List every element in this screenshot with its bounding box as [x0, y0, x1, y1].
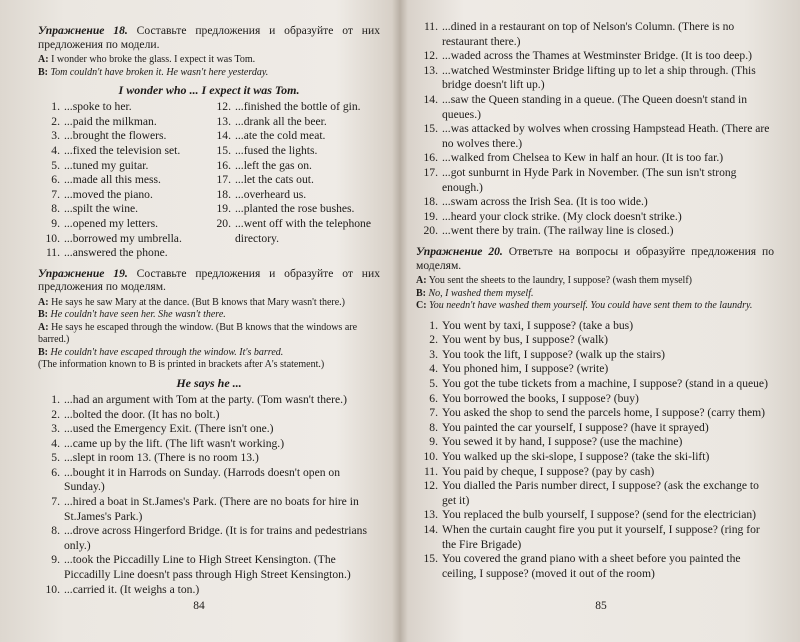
example-b-text: Tom couldn't have broken it. He wasn't here yesterday. [50, 66, 269, 78]
list-item [38, 129, 209, 144]
exercise-20-list [416, 319, 774, 582]
item-number: 10. [423, 449, 438, 463]
speaker-a: A: [38, 296, 49, 308]
list-item [38, 524, 380, 553]
item-number: 3. [429, 347, 438, 361]
item-text: You asked the shop to send the parcels home, I suppose? (carry them) [442, 406, 766, 420]
item-text: You went by taxi, I suppose? (take a bus) [442, 318, 634, 332]
item-text: You phoned him, I suppose? (write) [442, 362, 609, 376]
list-item [416, 333, 774, 348]
list-item [38, 408, 380, 423]
speaker-b: B: [38, 346, 48, 358]
item-number: 14. [423, 522, 438, 536]
page-number: 84 [193, 600, 205, 612]
item-text: ...got sunburnt in Hyde Park in November. (The sun isn't strong enough.) [442, 165, 737, 194]
item-number: 16. [423, 151, 438, 165]
item-text: ...ate the cold meat. [235, 129, 326, 143]
item-text: ...left the gas on. [235, 158, 312, 172]
item-number: 7. [429, 406, 438, 420]
item-text: ...planted the rose bushes. [235, 202, 355, 216]
list-item [416, 166, 774, 195]
item-number: 4. [51, 436, 60, 450]
item-number: 8. [51, 524, 60, 538]
item-number: 18. [423, 195, 438, 209]
example-b-text: No, I washed them myself. [428, 287, 534, 299]
speaker-a: A: [416, 275, 427, 287]
item-number: 9. [429, 435, 438, 449]
exercise-18-column-1 [38, 100, 209, 261]
item-number: 15. [423, 552, 438, 566]
speaker-b: B: [416, 287, 426, 299]
item-number: 4. [51, 143, 60, 157]
item-text: ...heard your clock strike. (My clock doesn't strike.) [442, 209, 682, 223]
list-item [416, 20, 774, 49]
exercise-19-example-a1 [38, 297, 380, 310]
item-number: 6. [429, 391, 438, 405]
list-item [209, 217, 380, 246]
speaker-c: C: [416, 300, 427, 312]
exercise-18-model-title: I wonder who ... I expect it was Tom. [118, 83, 300, 98]
item-text: You sewed it by hand, I suppose? (use the machine) [442, 435, 683, 449]
item-text: You went by bus, I suppose? (walk) [442, 333, 608, 347]
list-item [416, 465, 774, 480]
item-text: ...fused the lights. [235, 143, 318, 157]
exercise-19-model-title: He says he ... [176, 375, 242, 390]
list-item [416, 508, 774, 523]
speaker-a: A: [38, 321, 49, 333]
item-text: ...walked from Chelsea to Kew in half an hour. (It is too far.) [442, 151, 724, 165]
exercise-19-note: (The information known to B is printed in brackets after A's statement.) [38, 359, 325, 371]
exercise-18-example-b [38, 67, 380, 80]
item-text: ...slept in room 13. (There is no room 13.) [64, 451, 259, 465]
item-text: ...answered the phone. [64, 246, 168, 260]
list-item [209, 173, 380, 188]
list-item [209, 144, 380, 159]
right-page [402, 0, 800, 642]
list-item [38, 202, 209, 217]
item-number: 6. [51, 173, 60, 187]
example-a1-text: He says he saw Mary at the dance. (But B knows that Mary wasn't there.) [51, 296, 346, 308]
item-number: 15. [423, 122, 438, 136]
list-item [38, 583, 380, 598]
item-number: 1. [429, 318, 438, 332]
item-number: 5. [51, 451, 60, 465]
exercise-20-heading [416, 245, 774, 272]
list-item [416, 421, 774, 436]
list-item [38, 159, 209, 174]
item-number: 9. [51, 553, 60, 567]
speaker-a: A: [38, 54, 49, 66]
item-text: ...went off with the telephone directory. [235, 216, 371, 245]
example-a2-text: He says he escaped through the window. (But B knows that the windows are barred.) [38, 321, 358, 346]
item-number: 6. [51, 465, 60, 479]
list-item [38, 232, 209, 247]
item-number: 3. [51, 129, 60, 143]
list-item [209, 129, 380, 144]
list-item [209, 188, 380, 203]
item-number: 11. [423, 20, 438, 33]
list-item [38, 451, 380, 466]
list-item [416, 435, 774, 450]
list-item [416, 319, 774, 334]
item-text: ...waded across the Thames at Westminster Bridge. (It is too deep.) [442, 49, 752, 63]
list-item [416, 93, 774, 122]
exercise-19-label: Упражнение 19. [38, 266, 128, 280]
list-item [416, 406, 774, 421]
exercise-19-list-continued [416, 20, 774, 239]
list-item [38, 495, 380, 524]
list-item [416, 348, 774, 363]
list-item [38, 100, 209, 115]
list-item [416, 49, 774, 64]
example-a-text: I wonder who broke the glass. I expect it was Tom. [51, 54, 256, 66]
item-number: 11. [423, 464, 438, 478]
item-number: 19. [423, 209, 438, 223]
item-text: ...drank all the beer. [235, 114, 327, 128]
exercise-20-example-b [416, 288, 774, 301]
item-text: You got the tube tickets from a machine, I suppose? (stand in a queue) [442, 376, 768, 390]
exercise-20-label: Упражнение 20. [416, 244, 503, 258]
list-item [209, 100, 380, 115]
list-item [416, 523, 774, 552]
example-a-text: You sent the sheets to the laundry, I suppose? (wash them myself) [428, 275, 692, 287]
exercise-19-heading [38, 267, 380, 294]
item-text: You covered the grand piano with a sheet before you painted the ceiling, I suppose? (moved it out of the room) [442, 552, 741, 580]
item-number: 16. [216, 158, 231, 172]
list-item [416, 224, 774, 239]
speaker-b: B: [38, 309, 48, 321]
item-text: ...opened my letters. [64, 216, 159, 230]
item-text: ...spilt the wine. [64, 202, 139, 216]
item-text: ...tuned my guitar. [64, 158, 149, 172]
item-text: ...was attacked by wolves when crossing Hampstead Heath. (There are no wolves there.) [442, 122, 770, 150]
example-b1-text: He couldn't have seen her. She wasn't there. [50, 309, 226, 321]
list-item [209, 115, 380, 130]
list-item [38, 217, 209, 232]
list-item [38, 422, 380, 437]
item-number: 20. [423, 224, 438, 238]
list-item [416, 362, 774, 377]
item-text: ...watched Westminster Bridge lifting up to let a ship through. (This bridge doesn't lift up.) [442, 63, 756, 92]
item-number: 3. [51, 422, 60, 436]
item-text: ...finished the bottle of gin. [235, 100, 361, 114]
item-number: 1. [51, 100, 60, 114]
item-text: ...spoke to her. [64, 100, 132, 114]
item-text: ...had an argument with Tom at the party. (Tom wasn't there.) [64, 392, 347, 406]
item-number: 4. [429, 362, 438, 376]
item-number: 12. [216, 100, 231, 114]
item-text: ...fixed the television set. [64, 143, 181, 157]
left-page [0, 0, 398, 642]
list-item [38, 144, 209, 159]
list-item [38, 246, 209, 261]
list-item [209, 202, 380, 217]
item-text: ...drove across Hingerford Bridge. (It is for trains and pedestrians only.) [64, 524, 367, 552]
item-number: 1. [51, 392, 60, 406]
item-number: 8. [51, 202, 60, 216]
item-number: 13. [423, 508, 438, 522]
item-number: 7. [51, 187, 60, 201]
item-number: 15. [216, 143, 231, 157]
item-text: ...hired a boat in St.James's Park. (There are no boats for hire in St.James's Park.) [64, 495, 359, 523]
item-text: ...bolted the door. (It has no bolt.) [64, 407, 220, 421]
exercise-20-example-a [416, 275, 774, 288]
item-text: When the curtain caught fire you put it yourself, I suppose? (ring for the Fire Brigade) [442, 522, 760, 551]
exercise-19-list [38, 393, 380, 597]
list-item [416, 552, 774, 581]
list-item [416, 151, 774, 166]
list-item [416, 377, 774, 392]
item-number: 8. [429, 420, 438, 434]
item-text: ...made all this mess. [64, 173, 161, 187]
list-item [416, 450, 774, 465]
exercise-19-example-b2 [38, 347, 380, 360]
item-text: ...carried it. (It weighs a ton.) [64, 582, 200, 596]
example-b2-text: He couldn't have escaped through the window. It's barred. [50, 346, 284, 358]
item-number: 17. [423, 165, 438, 179]
item-text: ...swam across the Irish Sea. (It is too wide.) [442, 195, 648, 209]
list-item [38, 188, 209, 203]
speaker-b: B: [38, 66, 48, 78]
exercise-20-instruction: Ответьте на вопросы и образуйте предложения по моделям. [416, 244, 774, 272]
item-number: 18. [216, 187, 231, 201]
item-number: 17. [216, 173, 231, 187]
item-text: ...used the Emergency Exit. (There isn't one.) [64, 422, 274, 436]
item-text: You replaced the bulb yourself, I suppose? (send for the electrician) [442, 508, 757, 522]
item-number: 10. [45, 582, 60, 596]
item-number: 2. [429, 333, 438, 347]
exercise-18-example-a [38, 54, 380, 67]
item-number: 13. [216, 114, 231, 128]
item-number: 13. [423, 63, 438, 77]
exercise-18-heading [38, 24, 380, 51]
example-c-text: You needn't have washed them yourself. You could have sent them to the laundry. [429, 300, 753, 312]
list-item [416, 392, 774, 407]
list-item [38, 115, 209, 130]
item-text: ...let the cats out. [235, 173, 314, 187]
exercise-18-label: Упражнение 18. [38, 24, 128, 37]
item-text: ...took the Piccadilly Line to High Street Kensington. (The Piccadilly Line doesn't pass through High Street Kensington.) [64, 553, 351, 582]
item-text: ...overheard us. [235, 187, 307, 201]
list-item [38, 393, 380, 408]
item-text: You painted the car yourself, I suppose? (have it sprayed) [442, 420, 709, 434]
item-text: ...dined in a restaurant on top of Nelson's Column. (There is no restaurant there.) [442, 20, 735, 48]
exercise-18-instruction: Составьте предложения и образуйте от них предложения по модели. [38, 24, 380, 51]
item-text: You took the lift, I suppose? (walk up the stairs) [442, 347, 665, 361]
list-item [38, 173, 209, 188]
list-item [38, 466, 380, 495]
item-number: 12. [423, 49, 438, 63]
list-item [38, 553, 380, 582]
item-text: You walked up the ski-slope, I suppose? (take the ski-lift) [442, 449, 710, 463]
item-text: You dialled the Paris number direct, I suppose? (ask the exchange to get it) [442, 479, 759, 507]
exercise-18-list [38, 100, 380, 261]
list-item [416, 479, 774, 508]
item-text: ...brought the flowers. [64, 129, 167, 143]
item-number: 7. [51, 495, 60, 509]
exercise-19-example-b1 [38, 309, 380, 322]
item-text: You paid by cheque, I suppose? (pay by cash) [442, 464, 655, 478]
item-number: 2. [51, 407, 60, 421]
list-item [38, 437, 380, 452]
page-number: 85 [595, 600, 607, 612]
item-text: ...borrowed my umbrella. [64, 231, 182, 245]
item-number: 11. [45, 246, 60, 260]
item-text: You borrowed the books, I suppose? (buy) [442, 391, 639, 405]
item-text: ...moved the piano. [64, 187, 153, 201]
list-item [416, 195, 774, 210]
exercise-18-column-2 [209, 100, 380, 261]
list-item [416, 64, 774, 93]
item-number: 14. [423, 92, 438, 106]
item-text: ...came up by the lift. (The lift wasn't working.) [64, 436, 285, 450]
exercise-20-example-c [416, 300, 774, 313]
item-text: ...paid the milkman. [64, 114, 157, 128]
item-number: 5. [429, 376, 438, 390]
item-number: 10. [45, 231, 60, 245]
item-number: 19. [216, 202, 231, 216]
item-number: 20. [216, 216, 231, 230]
list-item [209, 159, 380, 174]
item-number: 12. [423, 479, 438, 493]
item-number: 9. [51, 216, 60, 230]
item-text: ...bought it in Harrods on Sunday. (Harrods doesn't open on Sunday.) [64, 465, 341, 494]
item-number: 14. [216, 129, 231, 143]
list-item [416, 210, 774, 225]
item-text: ...saw the Queen standing in a queue. (The Queen doesn't stand in queues.) [442, 92, 748, 121]
item-number: 5. [51, 158, 60, 172]
item-text: ...went there by train. (The railway line is closed.) [442, 224, 674, 238]
list-item [416, 122, 774, 151]
item-number: 2. [51, 114, 60, 128]
exercise-19-example-a2 [38, 322, 380, 347]
exercise-19-instruction: Составьте предложения и образуйте от них предложения по моделям. [38, 266, 380, 294]
